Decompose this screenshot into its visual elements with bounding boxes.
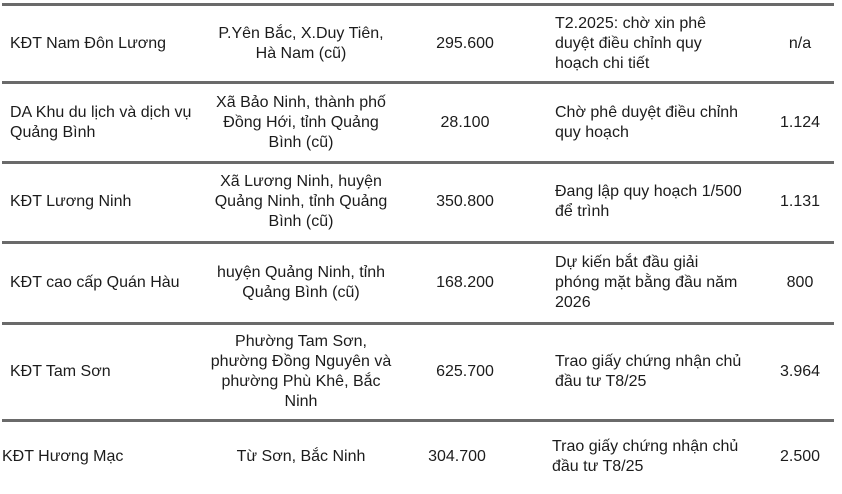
table-row (0, 424, 842, 490)
table-row (0, 6, 842, 82)
project-name-cell: KĐT Tam Sơn (10, 363, 111, 380)
table-row (0, 84, 842, 161)
location-cell: Từ Sơn, Bắc Ninh (236, 448, 366, 465)
location-cell: P.Yên Bắc, X.Duy Tiên, Hà Nam (cũ) (218, 25, 384, 62)
status-cell: Trao giấy chứng nhận chủ đầu tư T8/25 (555, 353, 742, 390)
status-cell: Trao giấy chứng nhận chủ đầu tư T8/25 (552, 438, 739, 475)
area-cell: 168.200 (436, 273, 494, 291)
area-cell: 304.700 (428, 448, 486, 465)
area-cell: 28.100 (440, 113, 490, 131)
location-cell: huyện Quảng Ninh, tỉnh Quảng Bình (cũ) (216, 263, 386, 301)
value-cell: 800 (786, 273, 814, 291)
status-cell: Đang lập quy hoạch 1/500 để trình (555, 183, 742, 220)
project-name-cell: KĐT Lương Ninh (10, 193, 132, 210)
location-cell: Phường Tam Sơn, phường Đồng Nguyên và phường Phù Khê, Bắc Ninh (210, 333, 392, 410)
value-cell: 3.964 (779, 363, 821, 380)
status-cell: Chờ phê duyệt điều chỉnh quy hoạch (555, 103, 739, 141)
location-cell: Xã Lương Ninh, huyện Quảng Ninh, tỉnh Quảng Bình (cũ) (214, 173, 388, 230)
status-cell: Dự kiến bắt đầu giải phóng mặt bằng đầu năm 2026 (555, 253, 738, 311)
row-divider (2, 419, 834, 422)
project-name-cell: DA Khu du lịch và dịch vụ Quảng Bình (10, 103, 192, 141)
value-cell: n/a (788, 35, 812, 52)
value-cell: 1.131 (779, 193, 821, 210)
area-cell: 625.700 (436, 363, 494, 380)
table-row (0, 244, 842, 321)
area-cell: 295.600 (436, 35, 494, 52)
area-cell: 350.800 (436, 193, 494, 210)
value-cell: 1.124 (779, 113, 821, 131)
table-row (0, 164, 842, 240)
location-cell: Xã Bảo Ninh, thành phố Đồng Hới, tỉnh Quảng Bình (cũ) (216, 93, 386, 151)
status-cell: T2.2025: chờ xin phê duyệt điều chỉnh quy hoạch chi tiết (555, 15, 707, 72)
table-row (0, 325, 842, 419)
project-name-cell: KĐT Hương Mạc (2, 448, 124, 465)
project-name-cell: KĐT cao cấp Quán Hàu (10, 273, 180, 291)
value-cell: 2.500 (779, 448, 821, 465)
project-name-cell: KĐT Nam Đôn Lương (10, 35, 167, 52)
